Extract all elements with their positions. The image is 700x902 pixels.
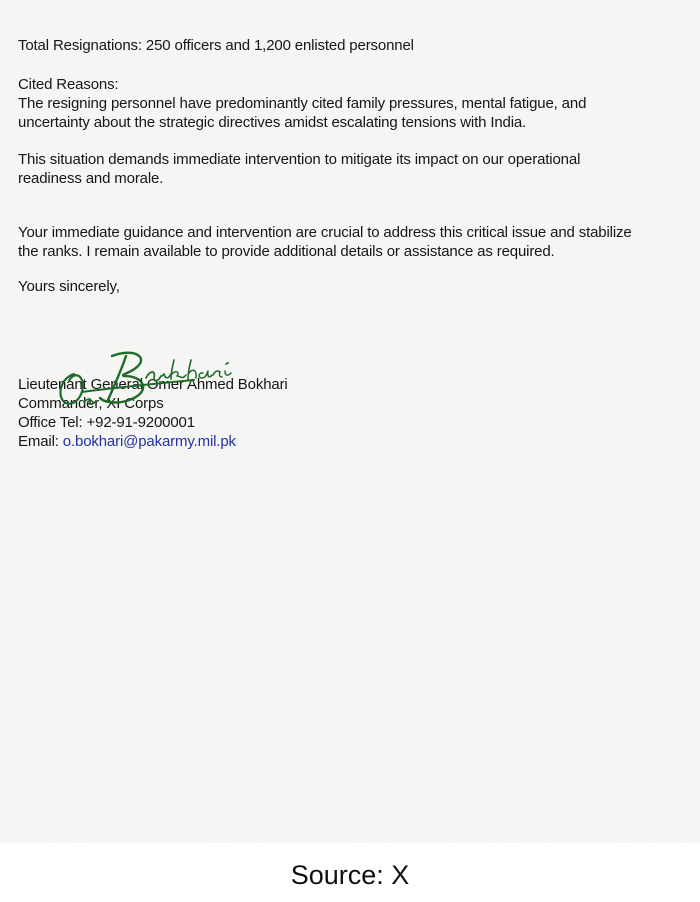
office-telephone: Office Tel: +92-91-9200001 [18,414,195,431]
guidance-line-2: the ranks. I remain available to provide additional details or assistance as required. [18,243,555,260]
email-link[interactable]: o.bokhari@pakarmy.mil.pk [62,433,236,450]
cited-reasons-section [18,75,693,132]
guidance-paragraph [18,223,693,261]
closing-paragraph [18,277,693,296]
cited-reasons-heading: Cited Reasons: [18,76,119,93]
total-resignations [18,36,693,55]
situation-line-2: readiness and morale. [18,170,164,187]
handwritten-signature [52,348,252,410]
closing-text: Yours sincerely, [18,278,120,295]
signatory-name: Lieutenant General Omer Ahmed Bokhari [18,376,288,393]
email-label: Email: [18,433,63,450]
cited-reasons-line-1: The resigning personnel have predominantly cited family pressures, mental fatigue, and [18,95,587,112]
cited-reasons-line-2: uncertainty about the strategic directives amidst escalating tensions with India. [18,114,527,131]
situation-line-1: This situation demands immediate intervention to mitigate its impact on our operational [18,151,581,168]
total-resignations-line: Total Resignations: 250 officers and 1,200 enlisted personnel [18,37,414,54]
email-line [18,432,693,451]
situation-paragraph [18,150,693,188]
source-caption: Source: X [290,860,410,890]
guidance-line-1: Your immediate guidance and intervention are crucial to address this critical issue and stabilize [18,224,632,241]
signatory-title: Commander, XI Corps [18,395,164,412]
